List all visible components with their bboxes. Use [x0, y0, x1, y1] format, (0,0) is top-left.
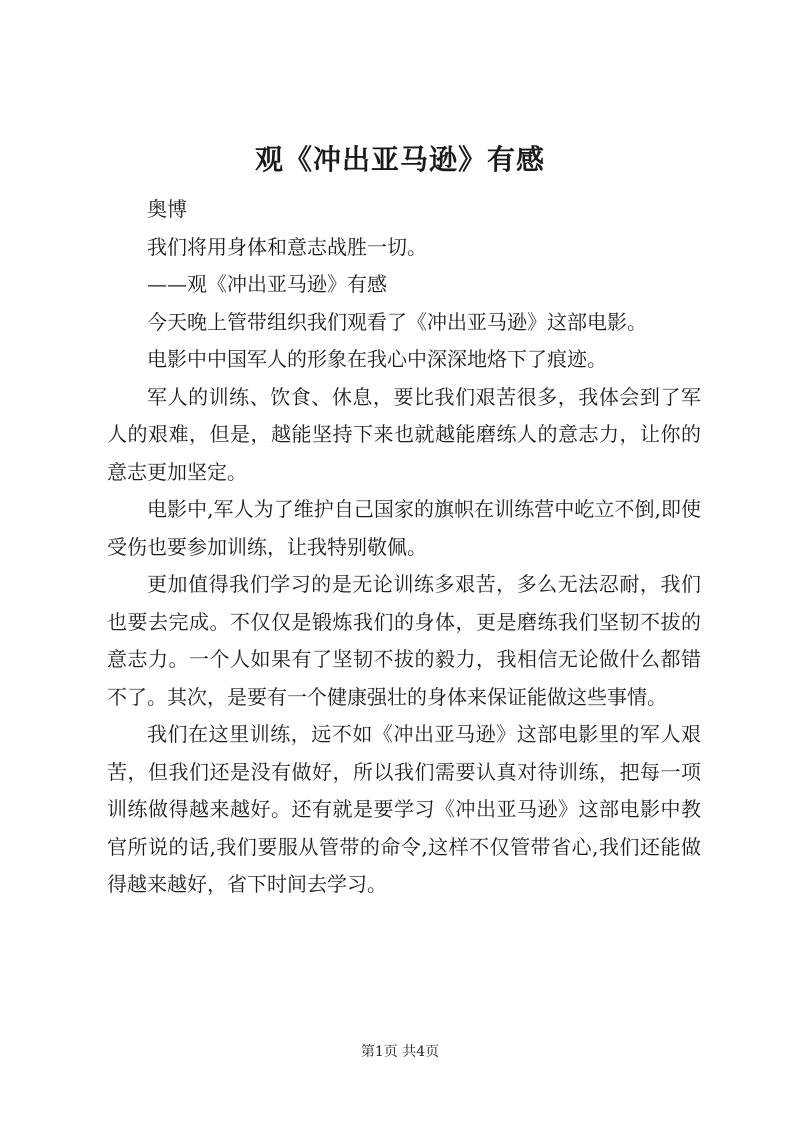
author-line: 奥博: [147, 197, 187, 221]
paragraph: 电影中中国军人的形象在我心中深深地烙下了痕迹。: [147, 347, 607, 371]
paragraph: 军人的训练、饮食、休息，要比我们艰苦很多，我体会到了军人的艰难，但是，越能坚持下来也就越能磨练人的意志力，让你的意志更加坚定。: [107, 384, 701, 484]
paragraph: 今天晚上管带组织我们观看了《冲出亚马逊》这部电影。: [147, 309, 647, 334]
subtitle-note: ——观《冲出亚马逊》有感: [147, 272, 387, 296]
paragraph: 我们在这里训练，远不如《冲出亚马逊》这部电影里的军人艰苦，但我们还是没有做好，所以我们需要认真对待训练，把每一项训练做得越来越好。还有就是要学习《冲出亚马逊》这部电影中教官所说的话,我们要服从管带的命令,这样不仅管带省心,我们还能做得越来越好，省下时间去学习。: [107, 722, 701, 896]
subtitle-line: 我们将用身体和意志战胜一切。: [147, 234, 427, 259]
paragraph: 电影中,军人为了维护自己国家的旗帜在训练营中屹立不倒,即使受伤也要参加训练，让我特别敬佩。: [107, 497, 701, 559]
paragraph: 更加值得我们学习的是无论训练多艰苦，多么无法忍耐，我们也要去完成。不仅仅是锻炼我们的身体，更是磨练我们坚韧不拔的意志力。一个人如果有了坚韧不拔的毅力，我相信无论做什么都错不了。其次，是要有一个健康强壮的身体来保证能做这些事情。: [107, 572, 701, 709]
document-body: [107, 191, 701, 904]
page-number-footer: 第1页 共4页: [360, 1044, 440, 1060]
document-title: 观《冲出亚马逊》有感: [254, 143, 545, 176]
